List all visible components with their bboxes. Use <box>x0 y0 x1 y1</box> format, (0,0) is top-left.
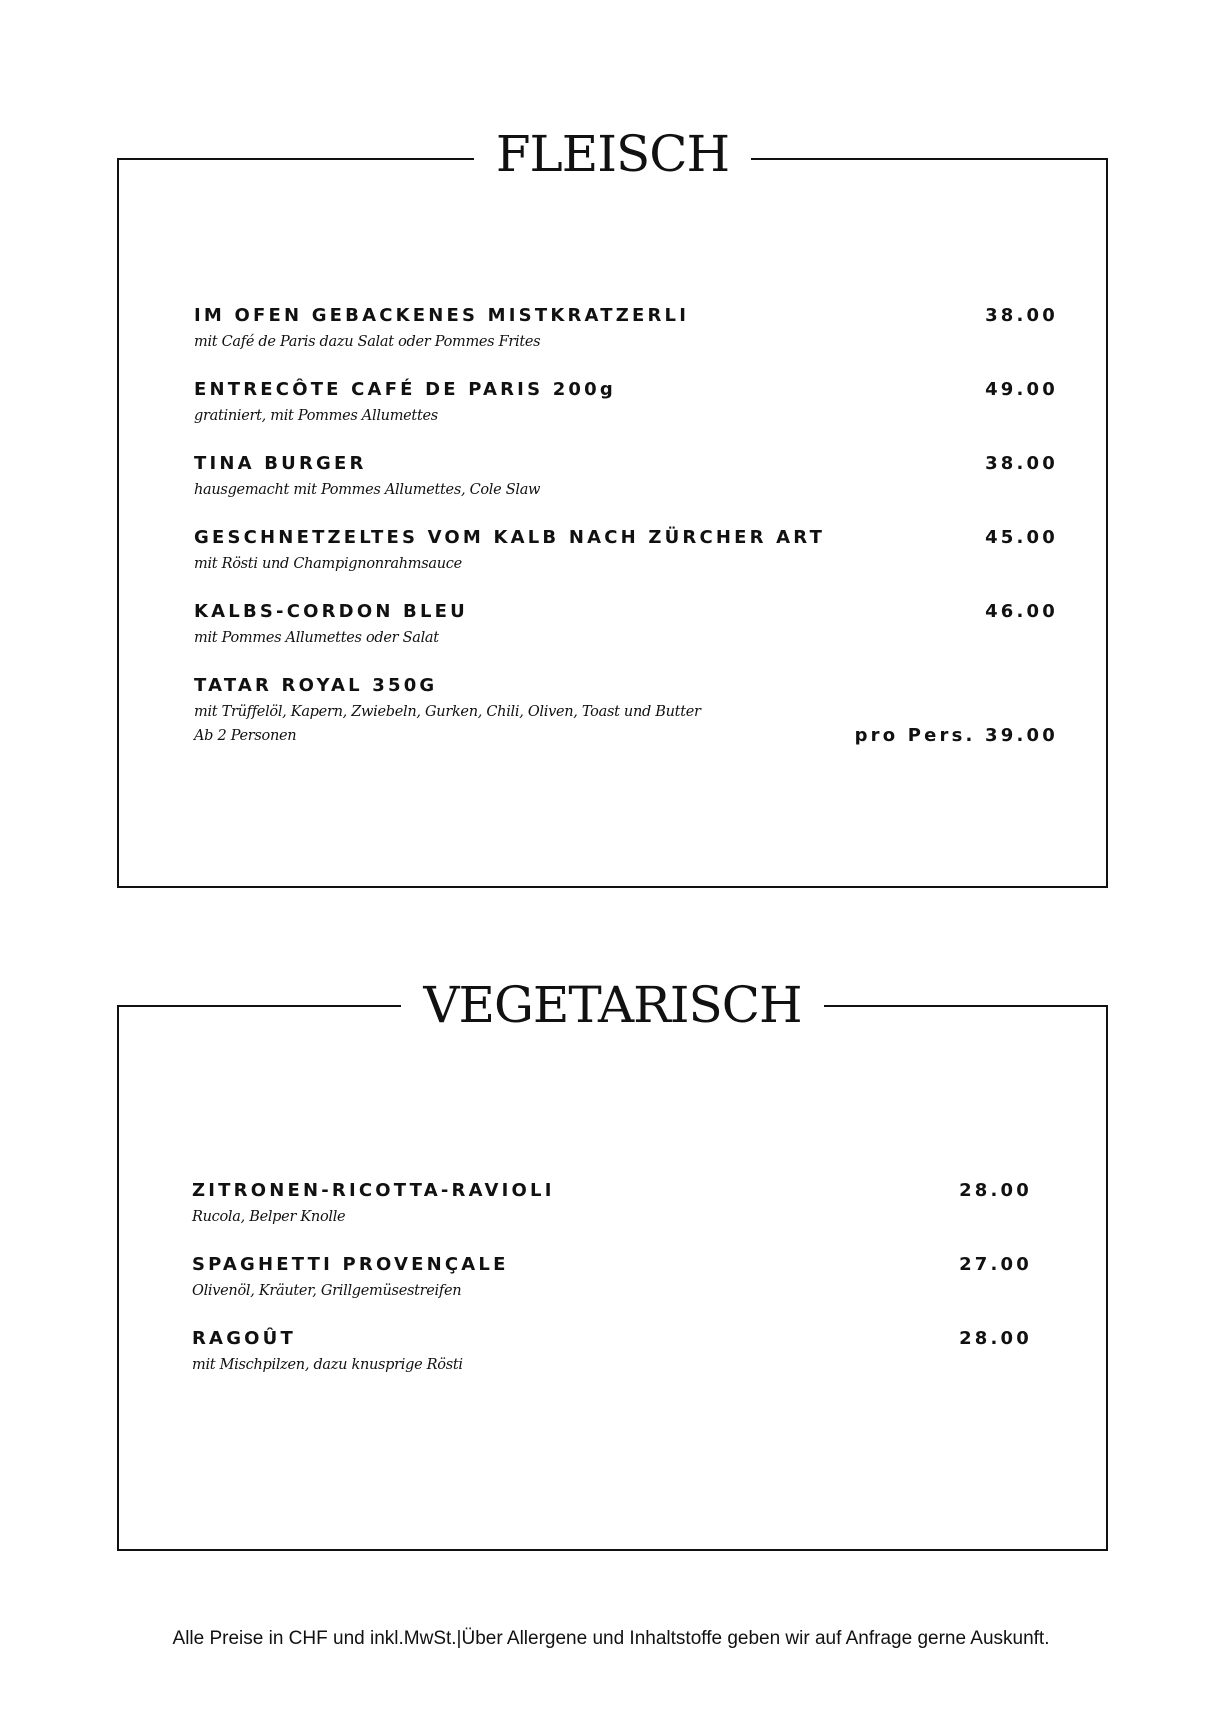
item-note: Ab 2 Personen <box>194 728 297 744</box>
item-description: hausgemacht mit Pommes Allumettes, Cole Slaw <box>194 482 541 498</box>
item-price: 28.00 <box>959 1180 1032 1201</box>
item-description: Olivenöl, Kräuter, Grillgemüsestreifen <box>192 1283 462 1299</box>
item-description: mit Café de Paris dazu Salat oder Pommes Frites <box>194 334 541 350</box>
section-fleisch <box>117 125 1108 888</box>
section-title: FLEISCH <box>119 129 1106 179</box>
item-name: SPAGHETTI PROVENÇALE <box>192 1254 509 1275</box>
menu-item <box>194 454 1058 524</box>
item-price: 49.00 <box>985 379 1058 400</box>
menu-item <box>192 1181 1032 1251</box>
item-name: GESCHNETZELTES VOM KALB NACH ZÜRCHER ART <box>194 527 826 548</box>
section-vegetarisch <box>117 976 1108 1551</box>
item-price: 28.00 <box>959 1328 1032 1349</box>
item-price: 38.00 <box>985 305 1058 326</box>
section-title: VEGETARISCH <box>119 980 1106 1030</box>
item-name: ENTRECÔTE CAFÉ DE PARIS 200g <box>194 379 616 400</box>
menu-item <box>194 306 1058 376</box>
item-description: mit Pommes Allumettes oder Salat <box>194 630 439 646</box>
item-name: ZITRONEN-RICOTTA-RAVIOLI <box>192 1180 555 1201</box>
menu-item <box>194 676 1058 746</box>
menu-item <box>194 528 1058 598</box>
item-price: pro Pers. 39.00 <box>854 725 1058 746</box>
item-description: mit Mischpilzen, dazu knusprige Rösti <box>192 1357 463 1373</box>
item-description: mit Trüffelöl, Kapern, Zwiebeln, Gurken, Chili, Oliven, Toast und Butter <box>194 704 701 720</box>
item-price: 27.00 <box>959 1254 1032 1275</box>
item-name: IM OFEN GEBACKENES MISTKRATZERLI <box>194 305 690 326</box>
item-description: Rucola, Belper Knolle <box>192 1209 346 1225</box>
footer-note: Alle Preise in CHF und inkl.MwSt.|Über Allergene und Inhaltstoffe geben wir auf Anfrage gerne Auskunft. <box>172 1628 1050 1649</box>
item-name: KALBS-CORDON BLEU <box>194 601 468 622</box>
item-price: 46.00 <box>985 601 1058 622</box>
item-name: TATAR ROYAL 350G <box>194 675 438 696</box>
item-price: 45.00 <box>985 527 1058 548</box>
menu-item <box>192 1329 1032 1399</box>
item-name: TINA BURGER <box>194 453 367 474</box>
item-description: gratiniert, mit Pommes Allumettes <box>194 408 438 424</box>
item-description: mit Rösti und Champignonrahmsauce <box>194 556 462 572</box>
item-price: 38.00 <box>985 453 1058 474</box>
menu-item <box>192 1255 1032 1325</box>
menu-item <box>194 602 1058 672</box>
item-name: RAGOÛT <box>192 1328 296 1349</box>
menu-item <box>194 380 1058 450</box>
